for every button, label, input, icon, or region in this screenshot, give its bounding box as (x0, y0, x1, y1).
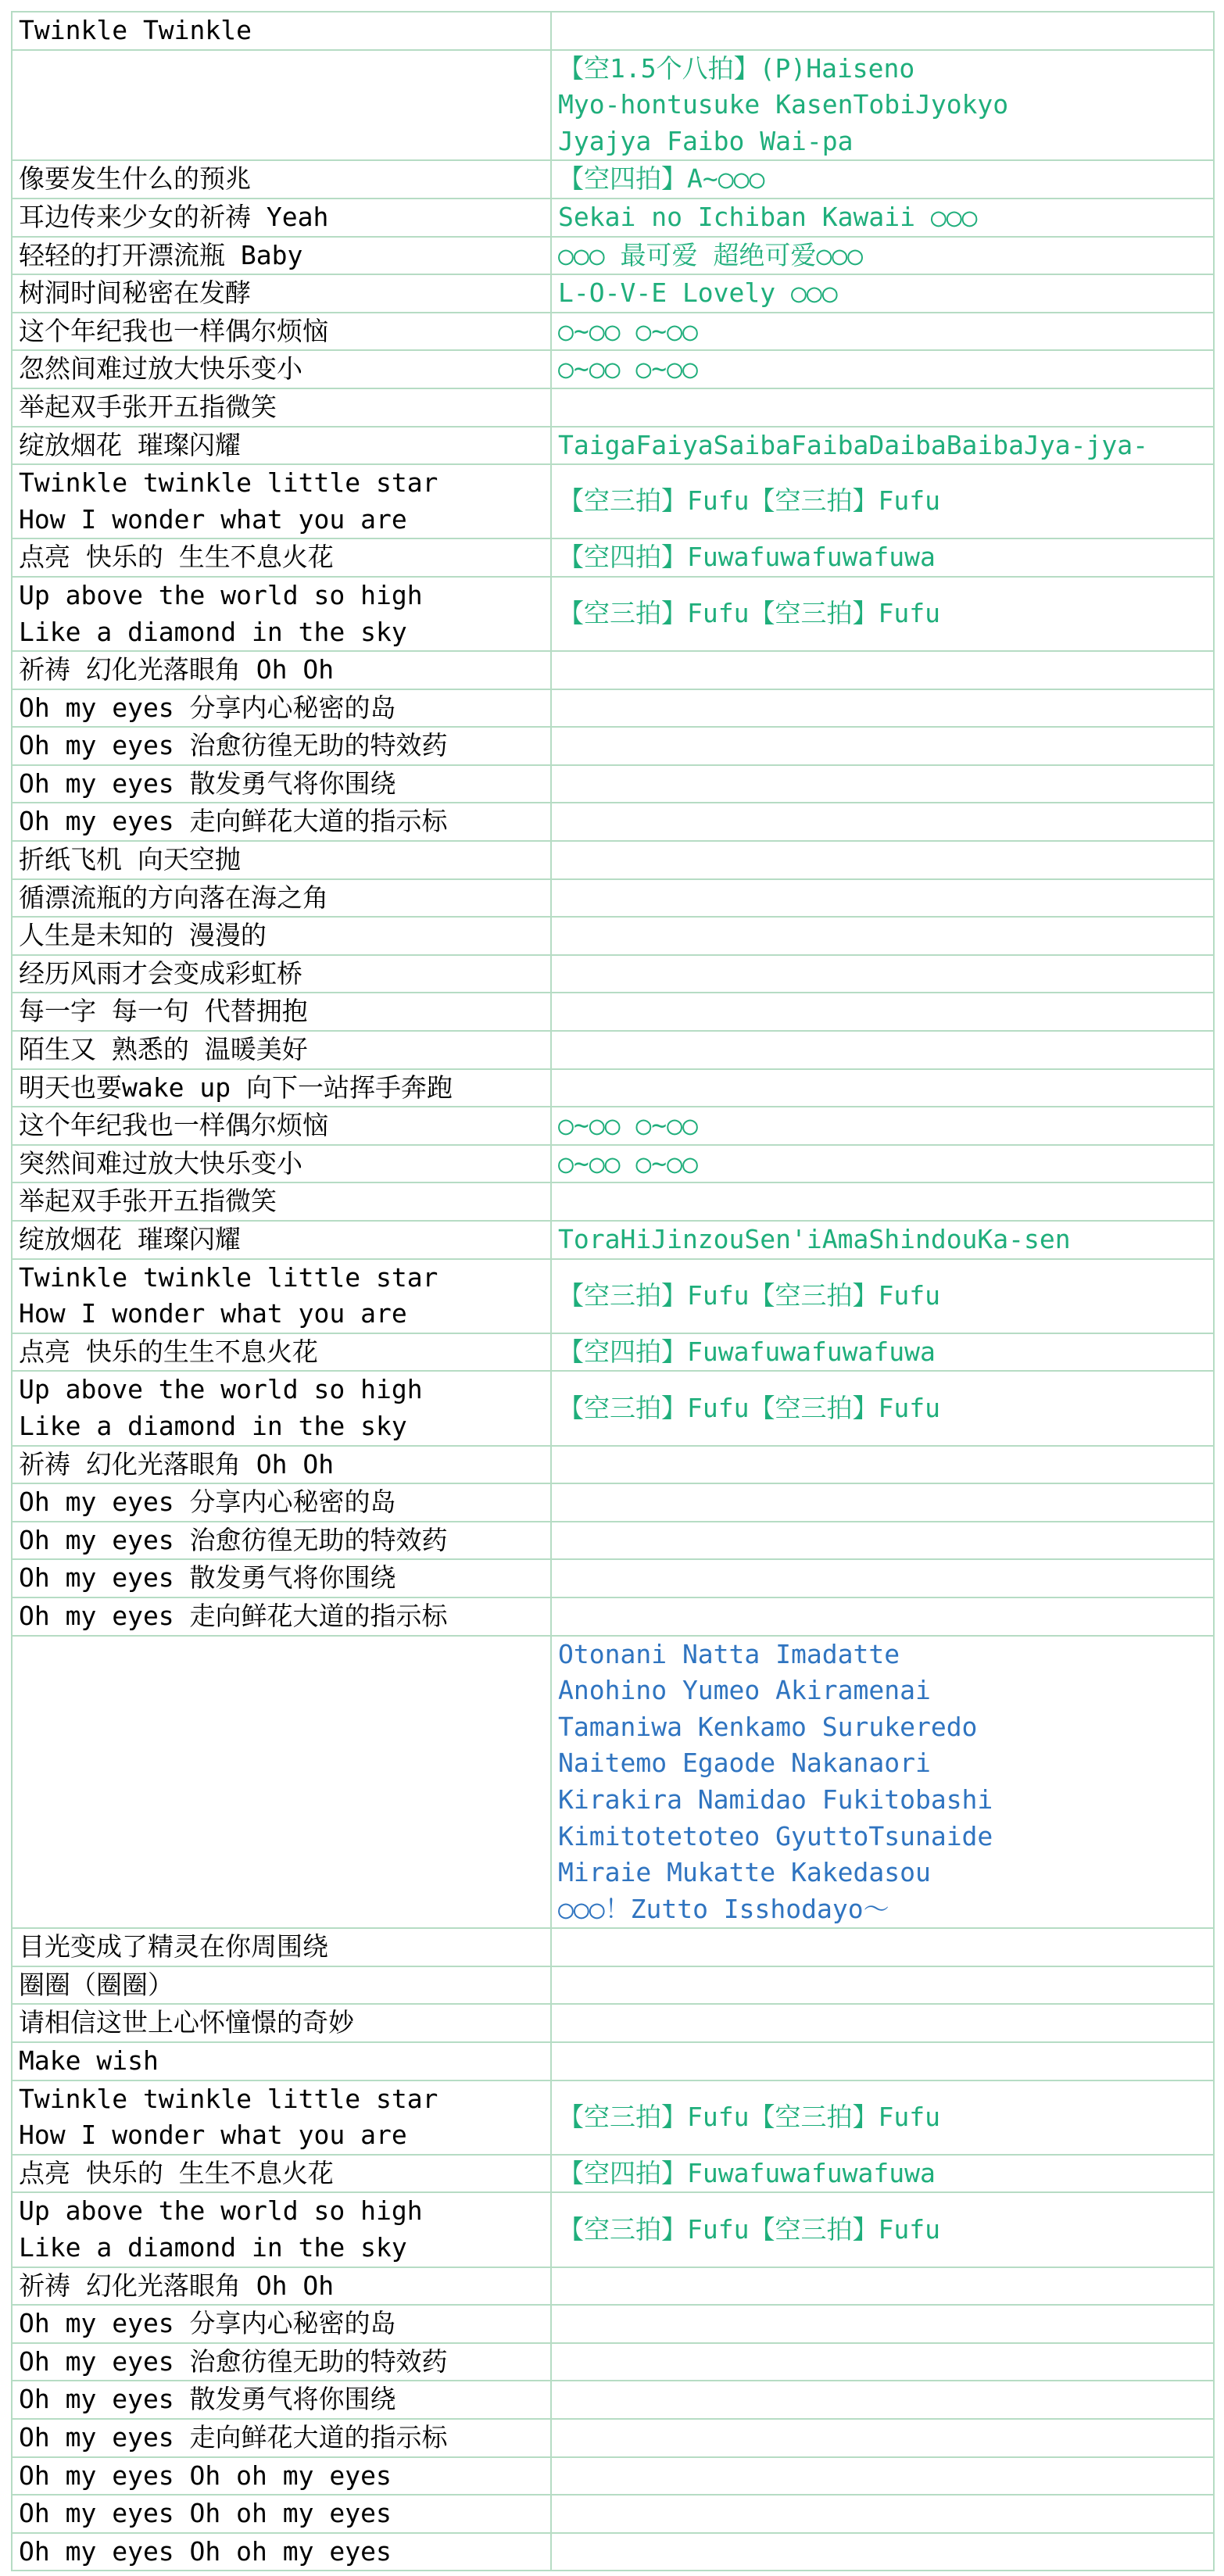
romaji-line: 【空三拍】Fufu【空三拍】Fufu (558, 2213, 940, 2245)
lyric-cell-romaji (551, 955, 1214, 993)
romaji-line: 【空四拍】Fuwafuwafuwafuwa (558, 1336, 936, 1367)
lyric-cell-chinese (12, 803, 551, 841)
lyric-line: Oh my eyes 走向鲜花大道的指示标 (19, 1600, 448, 1631)
lyrics-row (12, 2381, 1214, 2419)
romaji-line: ○○○！Zutto Isshodayo～ (558, 1893, 889, 1924)
empty-line (558, 918, 1207, 954)
lyric-line: Up above the world so high (19, 579, 423, 610)
lyric-cell-romaji (551, 2343, 1214, 2381)
lyric-line: 圈圈（圈圈） (19, 1969, 174, 2000)
lyrics-row (12, 1597, 1214, 1636)
lyrics-row (12, 1522, 1214, 1560)
empty-line (558, 1522, 1207, 1559)
lyric-cell-romaji (551, 464, 1214, 538)
lyric-cell-romaji (551, 1928, 1214, 1966)
lyric-line: Like a diamond in the sky (19, 1410, 407, 1441)
lyric-cell-chinese (12, 917, 551, 955)
lyric-line: Oh my eyes 分享内心秘密的岛 (19, 1487, 396, 1518)
lyric-cell-chinese (12, 388, 551, 427)
lyric-line: 这个年纪我也一样偶尔烦恼 (19, 315, 328, 346)
lyrics-row (12, 2192, 1214, 2267)
lyrics-table (11, 11, 1215, 2571)
lyric-cell-chinese (12, 1483, 551, 1522)
lyric-cell-romaji (551, 1221, 1214, 1259)
romaji-line: ○~○○ ○~○○ (558, 353, 698, 385)
romaji-line: ○~○○ ○~○○ (558, 1110, 698, 1141)
lyrics-table-body (12, 12, 1214, 2571)
lyric-cell-romaji (551, 2305, 1214, 2343)
lyrics-row (12, 350, 1214, 388)
romaji-line: L-O-V-E Lovely ○○○ (558, 277, 838, 309)
empty-line (558, 2458, 1207, 2495)
empty-line (19, 1891, 544, 1928)
romaji-line: 【空三拍】Fufu【空三拍】Fufu (558, 1279, 940, 1311)
lyric-cell-chinese (12, 1069, 551, 1107)
lyric-line: Oh my eyes Oh oh my eyes (19, 2498, 392, 2529)
empty-line (558, 2534, 1207, 2571)
lyric-line: 耳边传来少女的祈祷 Yeah (19, 201, 329, 232)
lyrics-row (12, 1636, 1214, 1929)
lyric-line: Up above the world so high (19, 1374, 423, 1405)
lyric-cell-romaji (551, 2457, 1214, 2496)
lyric-cell-romaji (551, 841, 1214, 879)
lyrics-row (12, 689, 1214, 728)
empty-line (558, 1598, 1207, 1635)
empty-line (558, 993, 1207, 1030)
lyric-cell-chinese (12, 1145, 551, 1183)
empty-line (558, 1929, 1207, 1966)
lyric-line: How I wonder what you are (19, 2120, 407, 2151)
empty-line (558, 1967, 1207, 2004)
romaji-line: Tamaniwa Kenkamo Surukeredo (558, 1711, 978, 1742)
lyric-line: Oh my eyes 走向鲜花大道的指示标 (19, 806, 448, 837)
lyric-line: Twinkle twinkle little star (19, 2083, 438, 2114)
lyric-cell-romaji (551, 765, 1214, 803)
lyric-cell-romaji (551, 1636, 1214, 1929)
lyric-cell-romaji (551, 2267, 1214, 2306)
lyric-line: 请相信这世上心怀憧憬的奇妙 (19, 2007, 354, 2038)
empty-line (558, 1447, 1207, 1483)
romaji-line: ○~○○ ○~○○ (558, 1147, 698, 1179)
lyric-cell-chinese (12, 1182, 551, 1221)
lyric-cell-chinese (12, 2004, 551, 2042)
lyric-cell-chinese (12, 2155, 551, 2193)
lyric-cell-romaji (551, 1259, 1214, 1333)
lyric-cell-romaji (551, 1333, 1214, 1372)
lyric-line: Twinkle twinkle little star (19, 467, 438, 499)
empty-line (558, 1183, 1207, 1220)
empty-line (558, 1032, 1207, 1068)
empty-line (19, 1819, 544, 1855)
romaji-line: Jyajya Faibo Wai-pa (558, 125, 854, 156)
lyric-cell-chinese (12, 1522, 551, 1560)
romaji-line: 【空三拍】Fufu【空三拍】Fufu (558, 598, 940, 629)
lyric-line: 举起双手张开五指微笑 (19, 391, 277, 422)
lyric-cell-romaji (551, 427, 1214, 465)
lyric-line: Oh my eyes 散发勇气将你围绕 (19, 2384, 396, 2415)
empty-line (19, 1745, 544, 1782)
empty-line (558, 13, 1207, 49)
lyric-cell-chinese (12, 274, 551, 313)
empty-line (19, 1673, 544, 1709)
lyric-line: 陌生又 熟悉的 温暖美好 (19, 1034, 308, 1065)
lyric-line: Like a diamond in the sky (19, 616, 407, 647)
lyric-line: Oh my eyes 治愈彷徨无助的特效药 (19, 730, 448, 761)
lyric-cell-romaji (551, 2004, 1214, 2042)
lyric-line: 点亮 快乐的 生生不息火花 (19, 542, 334, 573)
lyrics-row (12, 1371, 1214, 1445)
lyric-cell-chinese (12, 2381, 551, 2419)
lyric-line: Make wish (19, 2045, 159, 2077)
empty-line (558, 803, 1207, 840)
empty-line (558, 880, 1207, 917)
lyric-line: Oh my eyes 散发勇气将你围绕 (19, 767, 396, 799)
lyric-cell-chinese (12, 841, 551, 879)
romaji-line: Miraie Mukatte Kakedasou (558, 1857, 931, 1888)
lyrics-row (12, 388, 1214, 427)
empty-line (19, 1637, 544, 1673)
lyric-cell-chinese (12, 955, 551, 993)
romaji-line: ○○○ 最可爱 超绝可爱○○○ (558, 239, 863, 270)
lyric-line: 祈祷 幻化光落眼角 Oh Oh (19, 1448, 335, 1479)
lyric-cell-chinese (12, 1559, 551, 1597)
lyrics-row (12, 651, 1214, 689)
lyrics-row (12, 2267, 1214, 2306)
lyric-cell-romaji (551, 1031, 1214, 1069)
empty-line (558, 1484, 1207, 1521)
lyric-cell-chinese (12, 1966, 551, 2005)
lyrics-row (12, 50, 1214, 161)
lyric-cell-chinese (12, 2267, 551, 2306)
lyric-line: 点亮 快乐的生生不息火花 (19, 1336, 318, 1367)
romaji-line: TaigaFaiyaSaibaFaibaDaibaBaibaJya-jya- (558, 429, 1148, 460)
lyric-line: 绽放烟花 璀璨闪耀 (19, 429, 241, 460)
lyric-cell-romaji (551, 1522, 1214, 1560)
lyric-cell-romaji (551, 651, 1214, 689)
romaji-line: 【空三拍】Fufu【空三拍】Fufu (558, 1392, 940, 1423)
lyric-cell-romaji (551, 2192, 1214, 2267)
lyrics-row (12, 2495, 1214, 2533)
romaji-line: Kimitotetoteo GyuttoTsunaide (558, 1820, 993, 1852)
lyric-line: 忽然间难过放大快乐变小 (19, 353, 302, 385)
empty-line (558, 1560, 1207, 1597)
lyric-line: 祈祷 幻化光落眼角 Oh Oh (19, 2270, 335, 2301)
lyric-line: 这个年纪我也一样偶尔烦恼 (19, 1110, 328, 1141)
lyric-cell-romaji (551, 2155, 1214, 2193)
lyrics-row (12, 1446, 1214, 1484)
lyric-line: 经历风雨才会变成彩虹桥 (19, 957, 302, 989)
lyric-line: How I wonder what you are (19, 1298, 407, 1329)
lyrics-row (12, 199, 1214, 237)
lyric-cell-chinese (12, 765, 551, 803)
lyric-line: 像要发生什么的预兆 (19, 163, 251, 195)
romaji-line: ○~○○ ○~○○ (558, 315, 698, 346)
lyric-line: 每一字 每一句 代替拥抱 (19, 996, 308, 1027)
lyric-line: Oh my eyes Oh oh my eyes (19, 2535, 392, 2567)
lyrics-row (12, 313, 1214, 351)
lyric-cell-romaji (551, 2533, 1214, 2571)
lyric-cell-romaji (551, 274, 1214, 313)
lyric-cell-chinese (12, 1446, 551, 1484)
romaji-line: Naitemo Egaode Nakanaori (558, 1748, 931, 1779)
lyrics-row (12, 2080, 1214, 2155)
lyric-cell-romaji (551, 993, 1214, 1031)
romaji-line: 【空三拍】Fufu【空三拍】Fufu (558, 2101, 940, 2132)
lyric-cell-chinese (12, 2192, 551, 2267)
lyric-line: How I wonder what you are (19, 503, 407, 535)
romaji-line: Anohino Yumeo Akiramenai (558, 1675, 931, 1706)
lyric-cell-romaji (551, 388, 1214, 427)
lyrics-row (12, 2419, 1214, 2457)
lyrics-row (12, 727, 1214, 765)
romaji-line: 【空三拍】Fufu【空三拍】Fufu (558, 485, 940, 517)
lyrics-row (12, 577, 1214, 651)
lyrics-row (12, 12, 1214, 50)
lyrics-row (12, 1559, 1214, 1597)
empty-line (558, 2381, 1207, 2418)
lyric-cell-chinese (12, 2343, 551, 2381)
lyric-line: Up above the world so high (19, 2195, 423, 2227)
lyric-cell-romaji (551, 50, 1214, 161)
lyric-cell-romaji (551, 1182, 1214, 1221)
lyrics-row (12, 1333, 1214, 1372)
lyric-cell-chinese (12, 160, 551, 199)
empty-line (558, 1070, 1207, 1107)
lyrics-row (12, 765, 1214, 803)
lyric-cell-chinese (12, 1107, 551, 1145)
lyric-cell-romaji (551, 727, 1214, 765)
lyric-line: 明天也要wake up 向下一站挥手奔跑 (19, 1072, 453, 1103)
lyric-line: 目光变成了精灵在你周围绕 (19, 1931, 328, 1962)
lyrics-row (12, 955, 1214, 993)
romaji-line: ToraHiJinzouSen'iAmaShindouKa-sen (558, 1224, 1071, 1254)
lyrics-row (12, 993, 1214, 1031)
lyric-line: Oh my eyes 治愈彷徨无助的特效药 (19, 2345, 448, 2377)
lyric-cell-romaji (551, 1069, 1214, 1107)
lyric-cell-romaji (551, 313, 1214, 351)
lyric-line: 祈祷 幻化光落眼角 Oh Oh (19, 654, 335, 685)
lyric-cell-romaji (551, 689, 1214, 728)
lyric-cell-romaji (551, 2419, 1214, 2457)
lyric-cell-chinese (12, 2305, 551, 2343)
lyric-cell-romaji (551, 1483, 1214, 1522)
lyrics-row (12, 160, 1214, 199)
romaji-line: 【空四拍】Fuwafuwafuwafuwa (558, 2157, 936, 2188)
romaji-line: 【空四拍】Fuwafuwafuwafuwa (558, 542, 936, 573)
lyric-cell-chinese (12, 1597, 551, 1636)
lyric-cell-romaji (551, 160, 1214, 199)
lyric-line: 绽放烟花 璀璨闪耀 (19, 1224, 241, 1254)
lyrics-row (12, 1928, 1214, 1966)
romaji-line: Kirakira Namidao Fukitobashi (558, 1784, 993, 1815)
lyric-cell-romaji (551, 917, 1214, 955)
lyric-cell-romaji (551, 803, 1214, 841)
empty-line (19, 51, 544, 88)
empty-line (19, 1782, 544, 1819)
lyric-line: 举起双手张开五指微笑 (19, 1186, 277, 1217)
lyrics-row (12, 803, 1214, 841)
lyric-line: Oh my eyes 分享内心秘密的岛 (19, 2308, 396, 2339)
lyrics-row (12, 2042, 1214, 2080)
empty-line (19, 87, 544, 123)
lyric-cell-chinese (12, 651, 551, 689)
lyric-cell-chinese (12, 313, 551, 351)
lyrics-row (12, 2533, 1214, 2571)
lyrics-row (12, 2343, 1214, 2381)
lyric-cell-chinese (12, 237, 551, 275)
lyric-cell-chinese (12, 1636, 551, 1929)
empty-line (19, 123, 544, 160)
empty-line (19, 1855, 544, 1891)
lyric-line: 折纸飞机 向天空抛 (19, 844, 241, 875)
lyric-cell-chinese (12, 689, 551, 728)
lyrics-row (12, 1107, 1214, 1145)
lyric-cell-chinese (12, 199, 551, 237)
empty-line (558, 728, 1207, 764)
lyric-cell-romaji (551, 1446, 1214, 1484)
lyric-cell-chinese (12, 12, 551, 50)
empty-line (558, 2344, 1207, 2381)
lyric-cell-chinese (12, 577, 551, 651)
empty-line (558, 956, 1207, 993)
empty-line (558, 2306, 1207, 2342)
lyrics-row (12, 274, 1214, 313)
lyric-cell-romaji (551, 1107, 1214, 1145)
lyrics-row (12, 1031, 1214, 1069)
lyric-cell-chinese (12, 464, 551, 538)
lyric-line: Oh my eyes 走向鲜花大道的指示标 (19, 2422, 448, 2453)
lyric-line: Oh my eyes Oh oh my eyes (19, 2460, 392, 2491)
empty-line (558, 2043, 1207, 2080)
lyric-cell-chinese (12, 1031, 551, 1069)
lyric-cell-chinese (12, 50, 551, 161)
lyrics-row (12, 879, 1214, 918)
lyrics-row (12, 1483, 1214, 1522)
lyrics-row (12, 464, 1214, 538)
lyric-cell-chinese (12, 1928, 551, 1966)
lyric-cell-romaji (551, 1559, 1214, 1597)
lyric-cell-chinese (12, 2495, 551, 2533)
lyric-cell-romaji (551, 2080, 1214, 2155)
lyrics-row (12, 1259, 1214, 1333)
lyrics-row (12, 2305, 1214, 2343)
empty-line (558, 766, 1207, 803)
empty-line (19, 1709, 544, 1746)
romaji-line: 【空1.5个八拍】(P)Haiseno (558, 52, 915, 84)
lyric-line: 树洞时间秘密在发酵 (19, 277, 251, 309)
lyrics-row (12, 1069, 1214, 1107)
empty-line (558, 652, 1207, 689)
lyric-line: Oh my eyes 散发勇气将你围绕 (19, 1562, 396, 1594)
lyrics-row (12, 2004, 1214, 2042)
lyrics-row (12, 237, 1214, 275)
empty-line (558, 2420, 1207, 2456)
lyric-cell-romaji (551, 2042, 1214, 2080)
lyric-cell-chinese (12, 2080, 551, 2155)
lyric-line: Twinkle Twinkle (19, 15, 252, 45)
lyric-line: 轻轻的打开漂流瓶 Baby (19, 239, 303, 270)
lyric-cell-chinese (12, 538, 551, 577)
lyric-line: Oh my eyes 分享内心秘密的岛 (19, 692, 396, 723)
lyric-cell-romaji (551, 577, 1214, 651)
lyric-line: Like a diamond in the sky (19, 2232, 407, 2263)
lyric-cell-romaji (551, 237, 1214, 275)
lyric-cell-romaji (551, 1145, 1214, 1183)
lyric-cell-chinese (12, 2042, 551, 2080)
lyric-cell-chinese (12, 879, 551, 918)
lyric-cell-romaji (551, 2381, 1214, 2419)
lyric-cell-romaji (551, 2495, 1214, 2533)
empty-line (558, 690, 1207, 727)
romaji-line: Otonani Natta Imadatte (558, 1638, 900, 1669)
lyrics-row (12, 1221, 1214, 1259)
empty-line (558, 842, 1207, 878)
lyric-cell-chinese (12, 727, 551, 765)
lyric-line: 突然间难过放大快乐变小 (19, 1147, 302, 1179)
lyric-line: 点亮 快乐的 生生不息火花 (19, 2157, 334, 2188)
lyric-cell-chinese (12, 427, 551, 465)
romaji-line: Myo-hontusuke KasenTobiJyokyo (558, 89, 1009, 120)
empty-line (558, 389, 1207, 426)
romaji-line: 【空四拍】A~○○○ (558, 163, 765, 195)
lyric-cell-chinese (12, 2419, 551, 2457)
lyric-cell-chinese (12, 350, 551, 388)
lyric-cell-romaji (551, 879, 1214, 918)
empty-line (558, 2496, 1207, 2532)
lyric-cell-chinese (12, 1259, 551, 1333)
lyrics-row (12, 841, 1214, 879)
lyric-line: Twinkle twinkle little star (19, 1261, 438, 1293)
lyric-cell-romaji (551, 1597, 1214, 1636)
lyrics-row (12, 917, 1214, 955)
lyrics-row (12, 2155, 1214, 2193)
lyrics-row (12, 427, 1214, 465)
lyric-cell-romaji (551, 350, 1214, 388)
lyric-line: 循漂流瓶的方向落在海之角 (19, 882, 328, 913)
lyrics-row (12, 1182, 1214, 1221)
lyric-line: Oh my eyes 治愈彷徨无助的特效药 (19, 1524, 448, 1555)
lyrics-row (12, 538, 1214, 577)
lyrics-row (12, 2457, 1214, 2496)
romaji-line: Sekai no Ichiban Kawaii ○○○ (558, 201, 978, 232)
lyric-cell-chinese (12, 1371, 551, 1445)
lyric-cell-romaji (551, 12, 1214, 50)
lyric-cell-romaji (551, 1371, 1214, 1445)
lyric-line: 人生是未知的 漫漫的 (19, 920, 267, 951)
lyric-cell-chinese (12, 2457, 551, 2496)
lyric-cell-chinese (12, 1221, 551, 1259)
empty-line (558, 2268, 1207, 2305)
lyric-cell-romaji (551, 199, 1214, 237)
lyric-cell-chinese (12, 1333, 551, 1372)
lyrics-row (12, 1145, 1214, 1183)
lyric-cell-romaji (551, 538, 1214, 577)
lyric-cell-romaji (551, 1966, 1214, 2005)
lyric-cell-chinese (12, 993, 551, 1031)
lyric-cell-chinese (12, 2533, 551, 2571)
empty-line (558, 2005, 1207, 2041)
lyrics-row (12, 1966, 1214, 2005)
